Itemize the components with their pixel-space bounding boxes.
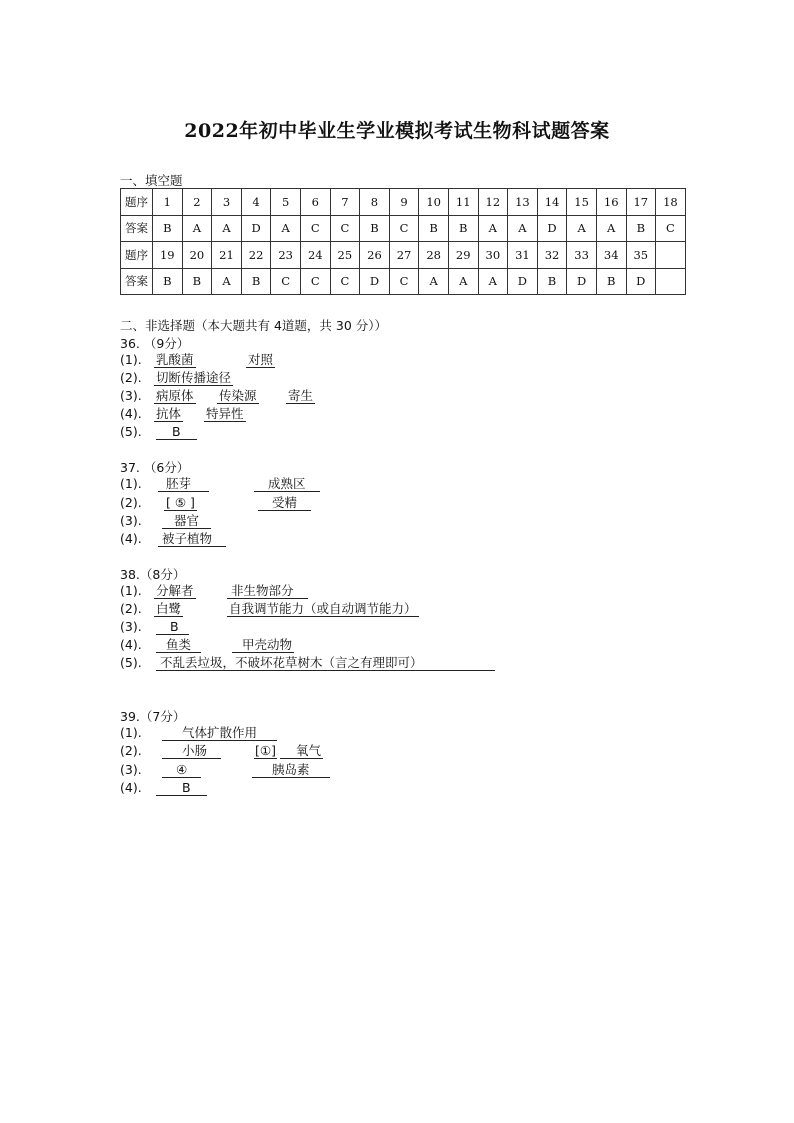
table-row-numbers [121, 189, 686, 216]
table-cell: 11 [448, 189, 478, 216]
answer-table [120, 188, 686, 295]
table-cell: A [567, 215, 597, 242]
table-cell [656, 268, 686, 295]
row-label: 题序 [121, 242, 153, 269]
table-cell: D [626, 268, 656, 295]
answer-blank: 病原体 [156, 388, 194, 403]
table-cell: 25 [330, 242, 360, 269]
section2-heading: 二、非选择题（本大题共有 4道题，共 30 分）） [120, 318, 388, 333]
table-cell: 15 [567, 189, 597, 216]
table-cell: 12 [478, 189, 508, 216]
item-number: (3). [120, 762, 142, 777]
table-cell: B [626, 215, 656, 242]
table-cell: A [478, 268, 508, 295]
answer-blank: [①] [255, 743, 276, 758]
table-cell: 29 [448, 242, 478, 269]
answer-blank: 胰岛素 [252, 762, 330, 778]
table-cell: B [419, 215, 449, 242]
answer-blank: B [156, 780, 207, 796]
q37-title: 37. （6分） [120, 460, 190, 475]
table-cell: C [300, 268, 330, 295]
item-number: (2). [120, 601, 142, 616]
table-cell: C [389, 268, 419, 295]
table-cell: 17 [626, 189, 656, 216]
table-cell: 27 [389, 242, 419, 269]
item-number: (1). [120, 583, 142, 598]
item-number: (3). [120, 513, 142, 528]
item-number: (4). [120, 531, 142, 546]
table-cell: 32 [537, 242, 567, 269]
item-number: (4). [120, 637, 142, 652]
table-cell: A [596, 215, 626, 242]
table-cell: 24 [300, 242, 330, 269]
table-cell: 30 [478, 242, 508, 269]
table-cell: 6 [300, 189, 330, 216]
answer-blank: 小肠 [162, 743, 221, 759]
table-cell: A [419, 268, 449, 295]
table-cell [656, 242, 686, 269]
q39-title: 39.（7分） [120, 709, 186, 724]
table-cell: 2 [182, 189, 212, 216]
table-cell: C [656, 215, 686, 242]
answer-blank: ④ [162, 762, 201, 778]
answer-blank: 抗体 [156, 406, 182, 421]
table-row-numbers [121, 242, 686, 269]
table-cell: A [448, 268, 478, 295]
answer-blank: B [156, 619, 189, 635]
table-cell: A [212, 215, 242, 242]
table-cell: 14 [537, 189, 567, 216]
table-cell: B [241, 268, 271, 295]
q36-title: 36. （9分） [120, 336, 190, 351]
answer-blank: 寄生 [288, 388, 314, 403]
table-cell: 26 [360, 242, 390, 269]
table-cell: 28 [419, 242, 449, 269]
item-number: (5). [120, 424, 142, 439]
item-number: (3). [120, 619, 142, 634]
answer-blank: 不乱丢垃圾，不破坏花草树木（言之有理即可） [156, 655, 495, 671]
table-cell: 9 [389, 189, 419, 216]
table-cell: C [330, 268, 360, 295]
answer-blank: 器官 [162, 513, 211, 529]
table-cell: A [212, 268, 242, 295]
item-number: (1). [120, 476, 142, 491]
table-cell: 33 [567, 242, 597, 269]
table-cell: 35 [626, 242, 656, 269]
answer-blank: 分解者 [156, 583, 194, 598]
answer-blank: 被子植物 [158, 531, 226, 547]
answer-blank: 成熟区 [254, 476, 320, 492]
q38-title: 38.（8分） [120, 567, 186, 582]
item-number: (1). [120, 352, 142, 367]
answer-blank: 特异性 [206, 406, 244, 421]
answer-blank: 鱼类 [156, 637, 201, 653]
table-cell: 20 [182, 242, 212, 269]
item-number: (5). [120, 655, 142, 670]
item-number: (2). [120, 370, 142, 385]
row-label: 答案 [121, 268, 153, 295]
table-cell: C [300, 215, 330, 242]
answer-blank: 自我调节能力（或自动调节能力） [229, 601, 417, 616]
answer-blank: [ ⑤ ] [166, 495, 195, 510]
table-cell: C [330, 215, 360, 242]
table-cell: B [537, 268, 567, 295]
table-cell: 23 [271, 242, 301, 269]
table-cell: 8 [360, 189, 390, 216]
table-cell: 21 [212, 242, 242, 269]
table-cell: A [508, 215, 538, 242]
answer-blank: 非生物部分 [227, 583, 308, 599]
item-number: (4). [120, 406, 142, 421]
table-cell: 1 [153, 189, 183, 216]
table-row-answers [121, 215, 686, 242]
table-cell: 16 [596, 189, 626, 216]
table-cell: 7 [330, 189, 360, 216]
table-cell: B [596, 268, 626, 295]
table-cell: D [537, 215, 567, 242]
answer-blank: 对照 [248, 352, 274, 367]
answer-blank: 乳酸菌 [156, 352, 194, 367]
answer-blank: 白鹭 [156, 601, 182, 616]
table-cell: A [478, 215, 508, 242]
table-row-answers [121, 268, 686, 295]
answer-blank: 胚芽 [158, 476, 209, 492]
table-cell: A [182, 215, 212, 242]
row-label: 答案 [121, 215, 153, 242]
table-cell: 10 [419, 189, 449, 216]
table-cell: B [360, 215, 390, 242]
item-number: (3). [120, 388, 142, 403]
page-title: 2022年初中毕业生学业模拟考试生物科试题答案 [184, 120, 610, 142]
item-number: (2). [120, 743, 142, 758]
table-cell: C [271, 268, 301, 295]
table-cell: B [448, 215, 478, 242]
table-cell: D [241, 215, 271, 242]
table-cell: D [508, 268, 538, 295]
answer-blank: 气体扩散作用 [162, 725, 277, 741]
answer-blank: 切断传播途径 [156, 370, 232, 385]
table-cell: 18 [656, 189, 686, 216]
answer-blank: 传染源 [219, 388, 257, 403]
table-cell: 3 [212, 189, 242, 216]
row-label: 题序 [121, 189, 153, 216]
section1-heading: 一、填空题 [120, 173, 183, 188]
table-cell: B [153, 268, 183, 295]
table-cell: 31 [508, 242, 538, 269]
item-number: (2). [120, 495, 142, 510]
table-cell: 22 [241, 242, 271, 269]
table-cell: 19 [153, 242, 183, 269]
table-cell: 4 [241, 189, 271, 216]
answer-blank: 甲壳动物 [232, 637, 294, 653]
item-number: (1). [120, 725, 142, 740]
answer-blank: 氧气 [280, 743, 323, 759]
table-cell: B [153, 215, 183, 242]
answer-blank: B [156, 424, 197, 440]
table-cell: 34 [596, 242, 626, 269]
answer-blank: 受精 [258, 495, 311, 511]
table-cell: D [567, 268, 597, 295]
table-cell: B [182, 268, 212, 295]
table-cell: 13 [508, 189, 538, 216]
table-cell: 5 [271, 189, 301, 216]
item-number: (4). [120, 780, 142, 795]
table-cell: A [271, 215, 301, 242]
table-cell: C [389, 215, 419, 242]
table-cell: D [360, 268, 390, 295]
